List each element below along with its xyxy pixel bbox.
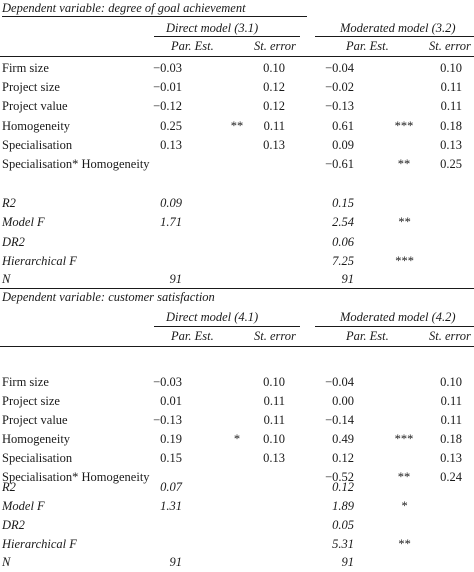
panel-2-model-1-name: Direct model (4.1) bbox=[166, 310, 259, 324]
stat-label: N bbox=[2, 555, 11, 569]
m2-stat-significance: ** bbox=[397, 215, 411, 229]
m2-significance: ** bbox=[397, 157, 411, 171]
panel-1-model-2-est-label: Par. Est. bbox=[346, 39, 389, 53]
panel-1-title-rule bbox=[2, 16, 307, 17]
stat-label: Hierarchical F bbox=[2, 537, 77, 551]
variable-label: Firm size bbox=[2, 375, 49, 389]
stat-label: Hierarchical F bbox=[2, 254, 77, 268]
m2-stat-value: 2.54 bbox=[332, 215, 354, 229]
m2-std-error: 0.11 bbox=[440, 99, 462, 113]
m2-estimate: −0.02 bbox=[325, 80, 354, 94]
m2-std-error: 0.13 bbox=[440, 138, 462, 152]
variable-label: Homogeneity bbox=[2, 432, 71, 446]
m1-estimate: 0.01 bbox=[160, 394, 182, 408]
table-row bbox=[0, 136, 474, 155]
m2-std-error: 0.13 bbox=[440, 451, 462, 465]
stat-label: R2 bbox=[2, 196, 16, 210]
variable-label: Specialisation* Homogeneity bbox=[2, 157, 150, 171]
stat-label: R2 bbox=[2, 480, 16, 494]
variable-label: Specialisation* Homogeneity bbox=[2, 470, 150, 484]
m1-significance: ** bbox=[230, 119, 244, 133]
panel-1-header-rule bbox=[0, 56, 474, 57]
m1-estimate: −0.12 bbox=[153, 99, 182, 113]
panel-2-model-2-err-label: St. error bbox=[429, 329, 471, 343]
variable-label: Project size bbox=[2, 80, 60, 94]
m2-significance: *** bbox=[394, 432, 414, 446]
m2-std-error: 0.10 bbox=[440, 61, 462, 75]
m2-stat-significance: * bbox=[400, 499, 408, 513]
panel-2-title-row bbox=[0, 288, 474, 307]
m2-stat-significance: ** bbox=[397, 537, 411, 551]
m2-estimate: −0.14 bbox=[325, 413, 354, 427]
m1-estimate: −0.13 bbox=[153, 413, 182, 427]
m2-stat-value: 0.15 bbox=[332, 196, 354, 210]
stat-row bbox=[0, 213, 474, 232]
stat-row bbox=[0, 497, 474, 516]
stat-label: Model F bbox=[2, 499, 45, 513]
m2-estimate: 0.09 bbox=[332, 138, 354, 152]
m1-estimate: −0.03 bbox=[153, 61, 182, 75]
m1-estimate: −0.03 bbox=[153, 375, 182, 389]
stat-label: Model F bbox=[2, 215, 45, 229]
table-row bbox=[0, 373, 474, 392]
variable-label: Specialisation bbox=[2, 451, 73, 465]
m1-std-error: 0.13 bbox=[263, 451, 285, 465]
m2-std-error: 0.24 bbox=[440, 470, 462, 484]
table-row bbox=[0, 430, 474, 449]
m1-std-error: 0.10 bbox=[263, 375, 285, 389]
table-row bbox=[0, 97, 474, 116]
m2-stat-value: 91 bbox=[341, 555, 354, 569]
m1-stat-value: 1.31 bbox=[160, 499, 182, 513]
m2-stat-value: 0.12 bbox=[332, 480, 354, 494]
m2-stat-value: 7.25 bbox=[332, 254, 354, 268]
m1-std-error: 0.12 bbox=[263, 80, 285, 94]
stat-row bbox=[0, 233, 474, 252]
m2-stat-value: 91 bbox=[341, 272, 354, 286]
variable-label: Project value bbox=[2, 413, 68, 427]
m2-std-error: 0.18 bbox=[440, 119, 462, 133]
panel-1-model-1-name: Direct model (3.1) bbox=[166, 21, 259, 35]
m2-stat-value: 5.31 bbox=[332, 537, 354, 551]
panel-2-title: Dependent variable: customer satisfaction bbox=[2, 290, 215, 304]
panel-2-header-rule bbox=[0, 346, 474, 347]
m1-estimate: 0.13 bbox=[160, 138, 182, 152]
m1-estimate: 0.15 bbox=[160, 451, 182, 465]
m1-stat-value: 0.09 bbox=[160, 196, 182, 210]
panel-2-subheader-row bbox=[0, 327, 474, 346]
m2-significance: *** bbox=[394, 119, 414, 133]
variable-label: Project value bbox=[2, 99, 68, 113]
variable-label: Project size bbox=[2, 394, 60, 408]
stat-label: DR2 bbox=[2, 518, 25, 532]
panel-1-model-1-est-label: Par. Est. bbox=[171, 39, 214, 53]
m2-estimate: −0.13 bbox=[325, 99, 354, 113]
stat-label: DR2 bbox=[2, 235, 25, 249]
m1-std-error: 0.11 bbox=[263, 413, 285, 427]
panel-1-subheader-row bbox=[0, 37, 474, 56]
table-row bbox=[0, 392, 474, 411]
stat-row bbox=[0, 270, 474, 289]
m2-estimate: −0.04 bbox=[325, 61, 354, 75]
m2-stat-value: 0.05 bbox=[332, 518, 354, 532]
m2-std-error: 0.25 bbox=[440, 157, 462, 171]
m1-stat-value: 91 bbox=[169, 272, 182, 286]
m2-estimate: −0.52 bbox=[325, 470, 354, 484]
panel-2-model-2-est-label: Par. Est. bbox=[346, 329, 389, 343]
stat-row bbox=[0, 553, 474, 572]
m1-estimate: −0.01 bbox=[153, 80, 182, 94]
stat-label: N bbox=[2, 272, 11, 286]
variable-label: Specialisation bbox=[2, 138, 73, 152]
panel-1-model-1-err-label: St. error bbox=[254, 39, 296, 53]
m2-stat-value: 0.06 bbox=[332, 235, 354, 249]
m1-stat-value: 0.07 bbox=[160, 480, 182, 494]
m1-std-error: 0.12 bbox=[263, 99, 285, 113]
stat-row bbox=[0, 194, 474, 213]
m2-std-error: 0.11 bbox=[440, 413, 462, 427]
m1-std-error: 0.10 bbox=[263, 61, 285, 75]
table-row bbox=[0, 78, 474, 97]
m2-estimate: 0.61 bbox=[332, 119, 354, 133]
m1-std-error: 0.10 bbox=[263, 432, 285, 446]
m1-estimate: 0.25 bbox=[160, 119, 182, 133]
stat-row bbox=[0, 252, 474, 271]
m1-estimate: 0.19 bbox=[160, 432, 182, 446]
m2-stat-significance: *** bbox=[394, 254, 414, 268]
stat-row bbox=[0, 535, 474, 554]
m1-std-error: 0.11 bbox=[263, 394, 285, 408]
panel-2-model-1-err-label: St. error bbox=[254, 329, 296, 343]
panel-1-title: Dependent variable: degree of goal achievement bbox=[2, 1, 246, 15]
m2-std-error: 0.11 bbox=[440, 80, 462, 94]
variable-label: Firm size bbox=[2, 61, 49, 75]
table-row bbox=[0, 155, 474, 174]
stat-row bbox=[0, 516, 474, 535]
panel-1-model-2-name: Moderated model (3.2) bbox=[340, 21, 456, 35]
m2-estimate: −0.61 bbox=[325, 157, 354, 171]
m2-estimate: 0.12 bbox=[332, 451, 354, 465]
m2-estimate: −0.04 bbox=[325, 375, 354, 389]
m1-stat-value: 1.71 bbox=[160, 215, 182, 229]
m2-std-error: 0.11 bbox=[440, 394, 462, 408]
m2-std-error: 0.18 bbox=[440, 432, 462, 446]
panel-2-model-2-name: Moderated model (4.2) bbox=[340, 310, 456, 324]
variable-label: Homogeneity bbox=[2, 119, 71, 133]
m2-estimate: 0.00 bbox=[332, 394, 354, 408]
m2-significance: ** bbox=[397, 470, 411, 484]
m2-std-error: 0.10 bbox=[440, 375, 462, 389]
m1-stat-value: 91 bbox=[169, 555, 182, 569]
panel-2-model-header-row bbox=[0, 308, 474, 327]
m2-estimate: 0.49 bbox=[332, 432, 354, 446]
table-row bbox=[0, 59, 474, 78]
stat-row bbox=[0, 478, 474, 497]
m2-stat-value: 1.89 bbox=[332, 499, 354, 513]
table-row bbox=[0, 411, 474, 430]
m1-significance: * bbox=[233, 432, 241, 446]
m1-std-error: 0.11 bbox=[263, 119, 285, 133]
table-row bbox=[0, 449, 474, 468]
panel-2-model-1-est-label: Par. Est. bbox=[171, 329, 214, 343]
m1-std-error: 0.13 bbox=[263, 138, 285, 152]
table-row bbox=[0, 117, 474, 136]
panel-1-model-2-err-label: St. error bbox=[429, 39, 471, 53]
